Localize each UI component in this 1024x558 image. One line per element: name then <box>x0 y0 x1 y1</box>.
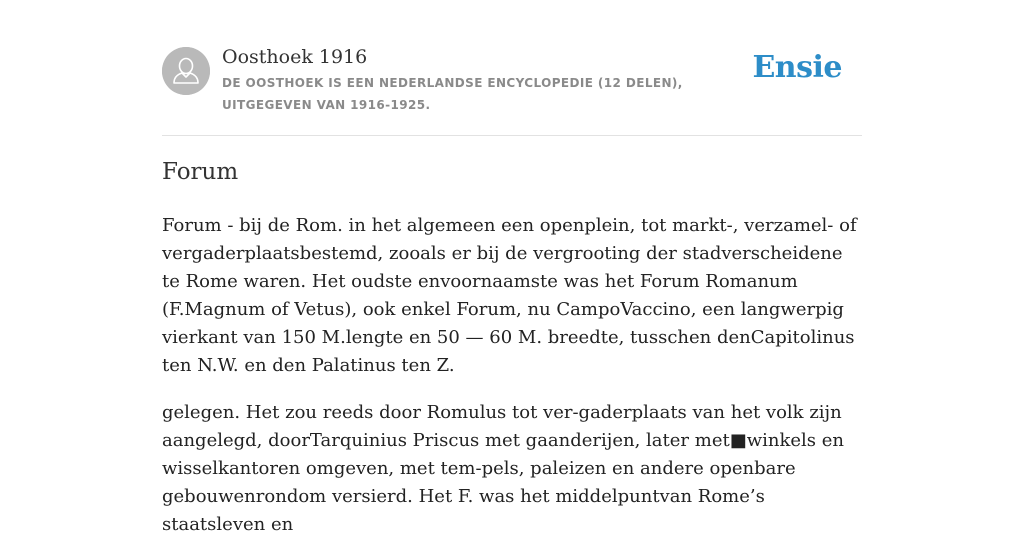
page-container <box>162 0 862 535</box>
source-header <box>162 0 862 136</box>
user-avatar-icon[interactable] <box>162 47 210 95</box>
ensie-logo-link[interactable]: Ensie <box>752 50 842 85</box>
entry-body <box>162 212 862 558</box>
entry-title: Forum <box>162 159 239 185</box>
source-title[interactable]: Oosthoek 1916 <box>222 46 368 68</box>
entry-paragraph: gelegen. Het zou reeds door Romulus tot ver-gaderplaats van het volk zijn aangelegd, doorTarquinius Priscus met gaanderijen, later met■winkels en wisselkantoren omgeven, met tem-pels, paleizen en andere openbare gebouwenrondom versierd. Het F. was het middelpuntvan Rome’s staatsleven en <box>162 402 844 535</box>
entry-paragraph: Forum - bij de Rom. in het algemeen een openplein, tot markt-, verzamel- of vergaderplaatsbestemd, zooals er bij de vergrooting der stadverscheidene te Rome waren. Het oudste envoornaamste was het Forum Romanum (F.Magnum of Vetus), ook enkel Forum, nu CampoVaccino, een langwerpig vierkant van 150 M.lengte en 50 — 60 M. breedte, tusschen denCapitolinus ten N.W. en den Palatinus ten Z. <box>162 215 857 376</box>
source-description: DE OOSTHOEK IS EEN NEDERLANDSE ENCYCLOPEDIE (12 DELEN), UITGEGEVEN VAN 1916-1925. <box>222 76 683 112</box>
